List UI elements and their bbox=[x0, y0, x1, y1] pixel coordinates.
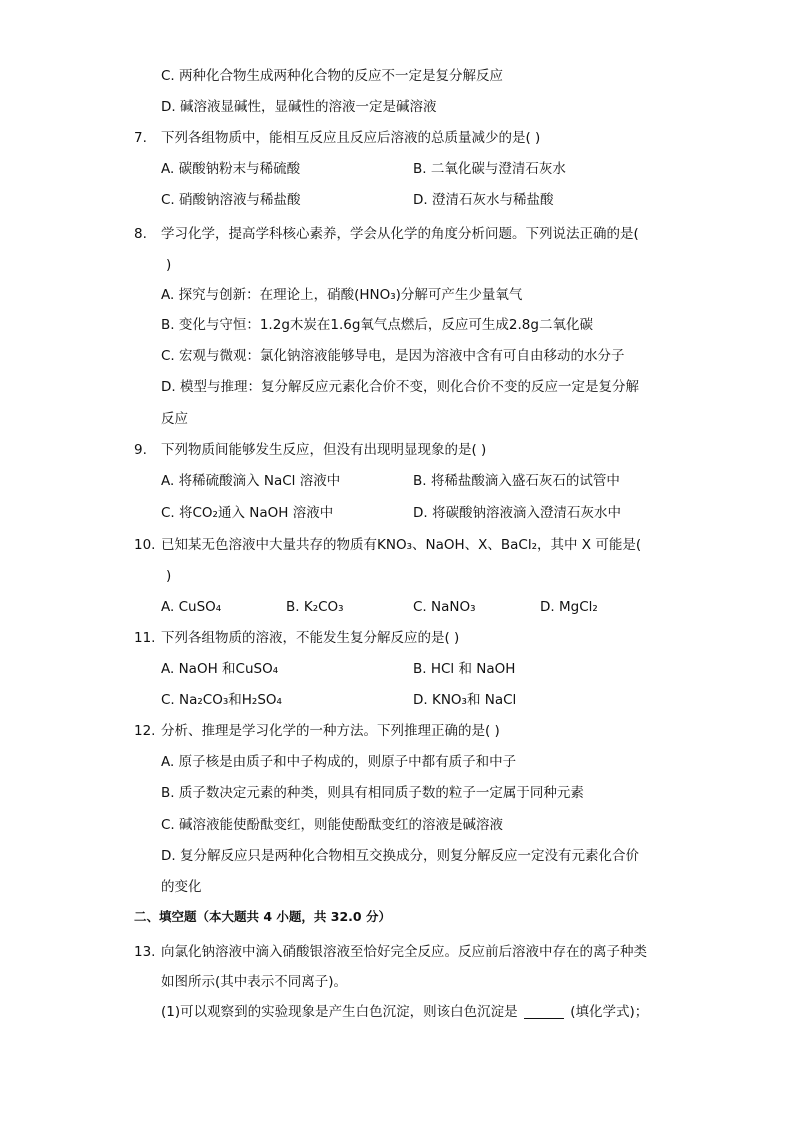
q6-option-c: C. 两种化合物生成两种化合物的反应不一定是复分解反应 bbox=[161, 68, 504, 84]
q11-stem: 下列各组物质的溶液，不能发生复分解反应的是( ) bbox=[161, 630, 460, 646]
q7-option-d: D. 澄清石灰水与稀盐酸 bbox=[413, 192, 554, 208]
q11-option-d: D. KNO₃和 NaCl bbox=[413, 692, 517, 708]
q9-option-b: B. 将稀盐酸滴入盛石灰石的试管中 bbox=[413, 473, 620, 489]
q9-option-d: D. 将碳酸钠溶液滴入澄清石灰水中 bbox=[413, 505, 621, 521]
q11-option-b: B. HCl 和 NaOH bbox=[413, 661, 516, 677]
q12-number: 12. bbox=[134, 723, 156, 739]
q7-stem: 下列各组物质中，能相互反应且反应后溶液的总质量减少的是( ) bbox=[161, 130, 541, 146]
q12-option-a: A. 原子核是由质子和中子构成的，则原子中都有质子和中子 bbox=[161, 754, 517, 770]
q10-option-b: B. K₂CO₃ bbox=[286, 599, 344, 615]
q8-stem-continuation: ) bbox=[166, 257, 172, 273]
q13-number: 13. bbox=[134, 944, 156, 960]
q8-option-a: A. 探究与创新：在理论上，硝酸(HNO₃)分解可产生少量氧气 bbox=[161, 287, 523, 303]
q8-option-d-continuation: 反应 bbox=[161, 411, 188, 427]
q9-option-c: C. 将CO₂通入 NaOH 溶液中 bbox=[161, 505, 334, 521]
q9-stem: 下列物质间能够发生反应，但没有出现明显现象的是( ) bbox=[161, 442, 487, 458]
q6-option-d: D. 碱溶液显碱性，显碱性的溶液一定是碱溶液 bbox=[161, 99, 437, 115]
q9-number: 9. bbox=[134, 442, 147, 458]
q7-option-c: C. 硝酸钠溶液与稀盐酸 bbox=[161, 192, 301, 208]
q12-option-d-continuation: 的变化 bbox=[161, 879, 202, 895]
q10-option-c: C. NaNO₃ bbox=[413, 599, 476, 615]
q13-stem: 向氯化钠溶液中滴入硝酸银溶液至恰好完全反应。反应前后溶液中存在的离子种类 bbox=[161, 944, 647, 960]
q7-number: 7. bbox=[134, 130, 147, 146]
q13-sub1-suffix: (填化学式)； bbox=[570, 1004, 649, 1020]
q10-option-a: A. CuSO₄ bbox=[161, 599, 222, 615]
q11-number: 11. bbox=[134, 630, 156, 646]
section-heading: 二、填空题（本大题共 4 小题，共 32.0 分） bbox=[134, 909, 391, 924]
q11-option-c: C. Na₂CO₃和H₂SO₄ bbox=[161, 692, 282, 708]
q10-stem-continuation: ) bbox=[166, 568, 172, 584]
q10-stem: 已知某无色溶液中大量共存的物质有KNO₃、NaOH、X、BaCl₂，其中 X 可能是( bbox=[161, 537, 642, 553]
q13-stem-continuation: 如图所示(其中表示不同离子)。 bbox=[161, 974, 348, 990]
q8-number: 8. bbox=[134, 226, 147, 242]
q13-subquestion-1 bbox=[161, 1002, 648, 1022]
q8-option-c: C. 宏观与微观：氯化钠溶液能够导电，是因为溶液中含有可自由移动的水分子 bbox=[161, 348, 625, 364]
q13-sub1-text: (1)可以观察到的实验现象是产生白色沉淀，则该白色沉淀是 bbox=[161, 1004, 518, 1020]
q10-number: 10. bbox=[134, 537, 156, 553]
q11-option-a: A. NaOH 和CuSO₄ bbox=[161, 661, 279, 677]
q10-option-d: D. MgCl₂ bbox=[540, 599, 598, 615]
q7-option-b: B. 二氧化碳与澄清石灰水 bbox=[413, 161, 566, 177]
q8-option-b: B. 变化与守恒：1.2g木炭在1.6g氧气点燃后，反应可生成2.8g二氧化碳 bbox=[161, 317, 593, 333]
answer-blank[interactable] bbox=[524, 1017, 564, 1019]
q12-option-c: C. 碱溶液能使酚酞变红，则能使酚酞变红的溶液是碱溶液 bbox=[161, 817, 504, 833]
q7-option-a: A. 碳酸钠粉末与稀硫酸 bbox=[161, 161, 301, 177]
q8-stem: 学习化学，提高学科核心素养，学会从化学的角度分析问题。下列说法正确的是( bbox=[161, 226, 639, 242]
q12-stem: 分析、推理是学习化学的一种方法。下列推理正确的是( ) bbox=[161, 723, 500, 739]
q12-option-d: D. 复分解反应只是两种化合物相互交换成分，则复分解反应一定没有元素化合价 bbox=[161, 848, 639, 864]
q9-option-a: A. 将稀硫酸滴入 NaCl 溶液中 bbox=[161, 473, 341, 489]
q8-option-d: D. 模型与推理：复分解反应元素化合价不变，则化合价不变的反应一定是复分解 bbox=[161, 379, 639, 395]
q12-option-b: B. 质子数决定元素的种类，则具有相同质子数的粒子一定属于同种元素 bbox=[161, 785, 584, 801]
